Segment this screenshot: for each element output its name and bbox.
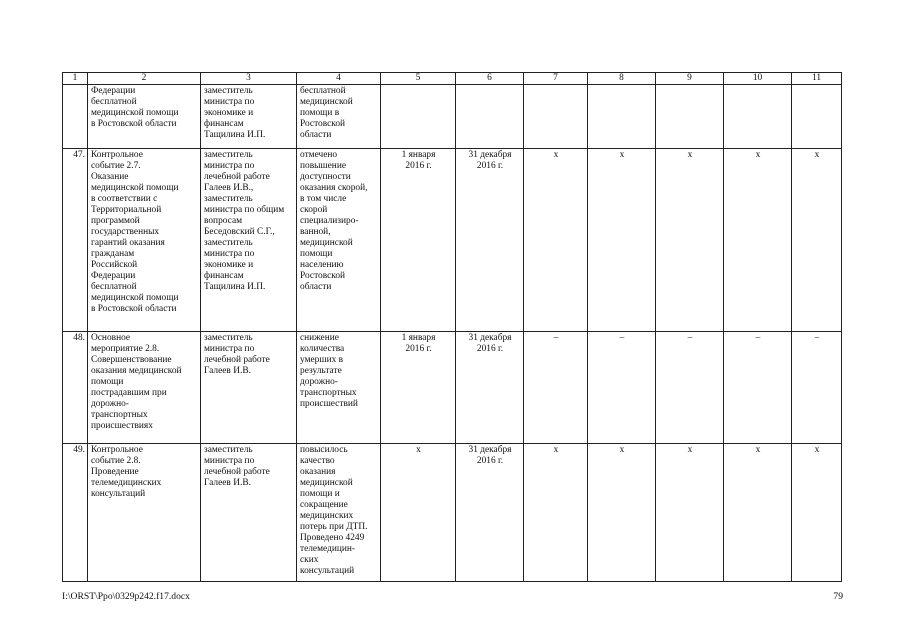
responsible-person: заместитель министра по экономике и финансам Тащилина И.П.	[201, 85, 297, 149]
column-header: 8	[588, 73, 656, 85]
cell-col11: x	[792, 149, 842, 332]
cell-col10: –	[724, 332, 792, 444]
start-date: 1 января 2016 г.	[381, 149, 456, 332]
end-date: 31 декабря 2016 г.	[456, 332, 524, 444]
data-table	[62, 72, 842, 582]
cell-col7: x	[524, 149, 588, 332]
cell-col9: x	[656, 444, 724, 582]
end-date: 31 декабря 2016 г.	[456, 444, 524, 582]
cell-col8: x	[588, 149, 656, 332]
header-row	[63, 73, 842, 85]
column-header: 1	[63, 73, 88, 85]
column-header: 4	[297, 73, 381, 85]
column-header: 3	[201, 73, 297, 85]
row-number: 48.	[63, 332, 88, 444]
expected-result: повысилось качество оказания медицинской помощи и сокращение медицинских потерь при ДТП. Проведено 4249 телемедицин- ских консультаций	[297, 444, 381, 582]
end-date: 31 декабря 2016 г.	[456, 149, 524, 332]
column-header: 11	[792, 73, 842, 85]
column-header: 5	[381, 73, 456, 85]
activity-name: Федерации бесплатной медицинской помощи в Ростовской области	[88, 85, 201, 149]
cell-col7: –	[524, 332, 588, 444]
activity-name: Основное мероприятие 2.8. Совершенствование оказания медицинской помощи пострадавшим при дорожно- транспортных происшествиях	[88, 332, 201, 444]
start-date: 1 января 2016 г.	[381, 332, 456, 444]
activity-name: Контрольное событие 2.7. Оказание медицинской помощи в соответствии с Территориальной программой государственных гарантий оказания гражданам Российской Федерации бесплатной медицинской помощи в Ростовской области	[88, 149, 201, 332]
expected-result: бесплатной медицинской помощи в Ростовской области	[297, 85, 381, 149]
cell-col9: x	[656, 149, 724, 332]
column-header: 7	[524, 73, 588, 85]
file-path: I:\ORST\Ppo\0329p242.f17.docx	[62, 591, 190, 602]
responsible-person: заместитель министра по лечебной работе Галеев И.В., заместитель министра по общим вопросам Беседовский С.Г., заместитель министра по экономике и финансам Тащилина И.П.	[201, 149, 297, 332]
column-header: 10	[724, 73, 792, 85]
column-header: 6	[456, 73, 524, 85]
cell-col10: x	[724, 149, 792, 332]
responsible-person: заместитель министра по лечебной работе Галеев И.В.	[201, 444, 297, 582]
expected-result: снижение количества умерших в результате дорожно- транспортных происшествий	[297, 332, 381, 444]
table-row	[63, 332, 842, 444]
row-number: 47.	[63, 149, 88, 332]
column-header: 9	[656, 73, 724, 85]
expected-result: отмечено повышение доступности оказания скорой, в том числе скорой специализиро- ванной, медицинской помощи населению Ростовской области	[297, 149, 381, 332]
cell-col11: x	[792, 444, 842, 582]
start-date: x	[381, 444, 456, 582]
cell-col10: x	[724, 444, 792, 582]
cell-col9	[656, 85, 724, 149]
row-number: 49.	[63, 444, 88, 582]
page-number: 79	[833, 591, 843, 602]
end-date	[456, 85, 524, 149]
row-number	[63, 85, 88, 149]
cell-col11	[792, 85, 842, 149]
cell-col10	[724, 85, 792, 149]
cell-col8: x	[588, 444, 656, 582]
cell-col7	[524, 85, 588, 149]
table-body	[63, 73, 842, 582]
cell-col8	[588, 85, 656, 149]
table-row	[63, 85, 842, 149]
cell-col7: x	[524, 444, 588, 582]
column-header: 2	[88, 73, 201, 85]
table-row	[63, 149, 842, 332]
start-date	[381, 85, 456, 149]
activity-name: Контрольное событие 2.8. Проведение телемедицинских консультаций	[88, 444, 201, 582]
cell-col8: –	[588, 332, 656, 444]
table-row	[63, 444, 842, 582]
cell-col9: –	[656, 332, 724, 444]
responsible-person: заместитель министра по лечебной работе Галеев И.В.	[201, 332, 297, 444]
cell-col11: –	[792, 332, 842, 444]
